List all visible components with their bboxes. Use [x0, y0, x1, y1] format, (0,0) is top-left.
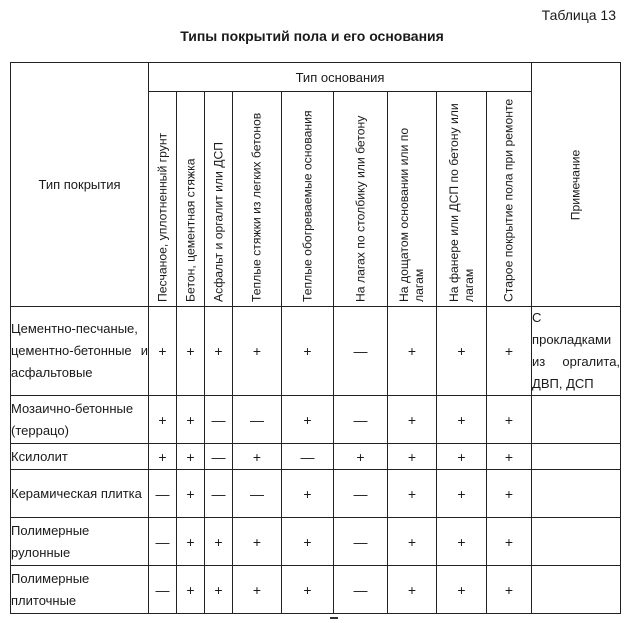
cover-type-cell: Мозаично-бетонные (террацо) — [11, 396, 149, 444]
basis-column-label: На дощатом основании или по лагам — [397, 127, 426, 302]
compatibility-mark: — — [282, 444, 334, 470]
compatibility-mark: + — [487, 444, 532, 470]
compatibility-mark: + — [233, 444, 282, 470]
basis-column-header — [149, 92, 177, 307]
table-row — [11, 444, 621, 470]
compatibility-mark: + — [487, 396, 532, 444]
compatibility-mark: — — [334, 470, 388, 518]
table-row — [11, 396, 621, 444]
compatibility-mark: + — [205, 518, 233, 566]
compatibility-mark: — — [149, 566, 177, 614]
basis-column-header — [282, 92, 334, 307]
compatibility-mark: — — [205, 444, 233, 470]
compatibility-mark: + — [205, 566, 233, 614]
basis-column-header — [233, 92, 282, 307]
compatibility-mark: + — [388, 396, 437, 444]
basis-column-label: Песчаное, уплотненный грунт — [155, 132, 169, 302]
compatibility-mark: + — [437, 518, 487, 566]
compatibility-mark: — — [149, 518, 177, 566]
note-cell — [532, 396, 621, 444]
compatibility-mark: + — [149, 444, 177, 470]
basis-column-header — [388, 92, 437, 307]
compatibility-mark: + — [437, 307, 487, 396]
compatibility-mark: + — [177, 396, 205, 444]
basis-column-label: На фанере или ДСП по бетону или лагам — [446, 103, 476, 302]
cover-type-cell: Цементно-песчаные, цементно-бетонные и асфальтовые — [11, 307, 149, 396]
compatibility-mark: + — [487, 566, 532, 614]
cover-type-cell: Полимерные плиточные — [11, 566, 149, 614]
compatibility-mark: + — [282, 518, 334, 566]
compatibility-mark: + — [487, 470, 532, 518]
compatibility-mark: + — [388, 444, 437, 470]
compatibility-mark: + — [282, 566, 334, 614]
compatibility-mark: — — [205, 470, 233, 518]
page-mark — [330, 617, 338, 619]
basis-column-header — [437, 92, 487, 307]
note-header-label: Примечание — [568, 149, 583, 220]
floor-cover-table — [10, 62, 621, 614]
compatibility-mark: — — [334, 566, 388, 614]
note-cell — [532, 566, 621, 614]
cover-type-cell: Ксилолит — [11, 444, 149, 470]
compatibility-mark: + — [388, 518, 437, 566]
compatibility-mark: + — [282, 307, 334, 396]
note-cell — [532, 518, 621, 566]
compatibility-mark: — — [334, 518, 388, 566]
compatibility-mark: + — [437, 396, 487, 444]
note-cell — [532, 470, 621, 518]
basis-column-label: Бетон, цементная стяжка — [183, 158, 197, 302]
compatibility-mark: + — [437, 444, 487, 470]
basis-type-header: Тип основания — [149, 63, 532, 92]
compatibility-mark: + — [149, 307, 177, 396]
cover-type-header: Тип покрытия — [11, 63, 149, 307]
compatibility-mark: — — [233, 396, 282, 444]
compatibility-mark: + — [177, 307, 205, 396]
compatibility-mark: — — [233, 470, 282, 518]
table-number: Таблица 13 — [541, 7, 616, 23]
cover-type-cell: Полимерные рулонные — [11, 518, 149, 566]
compatibility-mark: + — [437, 566, 487, 614]
basis-column-header — [177, 92, 205, 307]
compatibility-mark: + — [177, 518, 205, 566]
table-row — [11, 470, 621, 518]
basis-column-label: Теплые обогреваемые основания — [300, 110, 314, 302]
compatibility-mark: — — [205, 396, 233, 444]
compatibility-mark: + — [282, 470, 334, 518]
note-header — [532, 63, 621, 307]
compatibility-mark: + — [487, 307, 532, 396]
compatibility-mark: + — [334, 444, 388, 470]
basis-column-header — [205, 92, 233, 307]
compatibility-mark: + — [487, 518, 532, 566]
compatibility-mark: — — [334, 396, 388, 444]
compatibility-mark: + — [437, 470, 487, 518]
note-cell — [532, 444, 621, 470]
basis-column-label: Старое покрытие пола при ремонте — [501, 98, 516, 302]
table-row — [11, 566, 621, 614]
table-row — [11, 518, 621, 566]
compatibility-mark: + — [233, 307, 282, 396]
basis-column-label: Теплые стяжки из легких бетонов — [249, 112, 264, 302]
compatibility-mark: — — [334, 307, 388, 396]
compatibility-mark: + — [233, 566, 282, 614]
compatibility-mark: + — [177, 470, 205, 518]
compatibility-mark: + — [388, 566, 437, 614]
note-cell: С прокладками из оргалита, ДВП, ДСП — [532, 307, 621, 396]
cover-type-cell: Керамическая плитка — [11, 470, 149, 518]
compatibility-mark: + — [205, 307, 233, 396]
basis-column-label: На лагах по столбику или бетону — [353, 115, 367, 302]
compatibility-mark: + — [149, 396, 177, 444]
compatibility-mark: + — [388, 307, 437, 396]
table-title: Типы покрытий пола и его основания — [180, 28, 444, 44]
compatibility-mark: + — [282, 396, 334, 444]
table-row — [11, 307, 621, 396]
compatibility-mark: + — [388, 470, 437, 518]
basis-column-label: Асфальт и оргалит или ДСП — [211, 141, 225, 302]
compatibility-mark: + — [177, 566, 205, 614]
basis-column-header — [487, 92, 532, 307]
compatibility-mark: + — [177, 444, 205, 470]
basis-column-header — [334, 92, 388, 307]
compatibility-mark: + — [233, 518, 282, 566]
compatibility-mark: — — [149, 470, 177, 518]
